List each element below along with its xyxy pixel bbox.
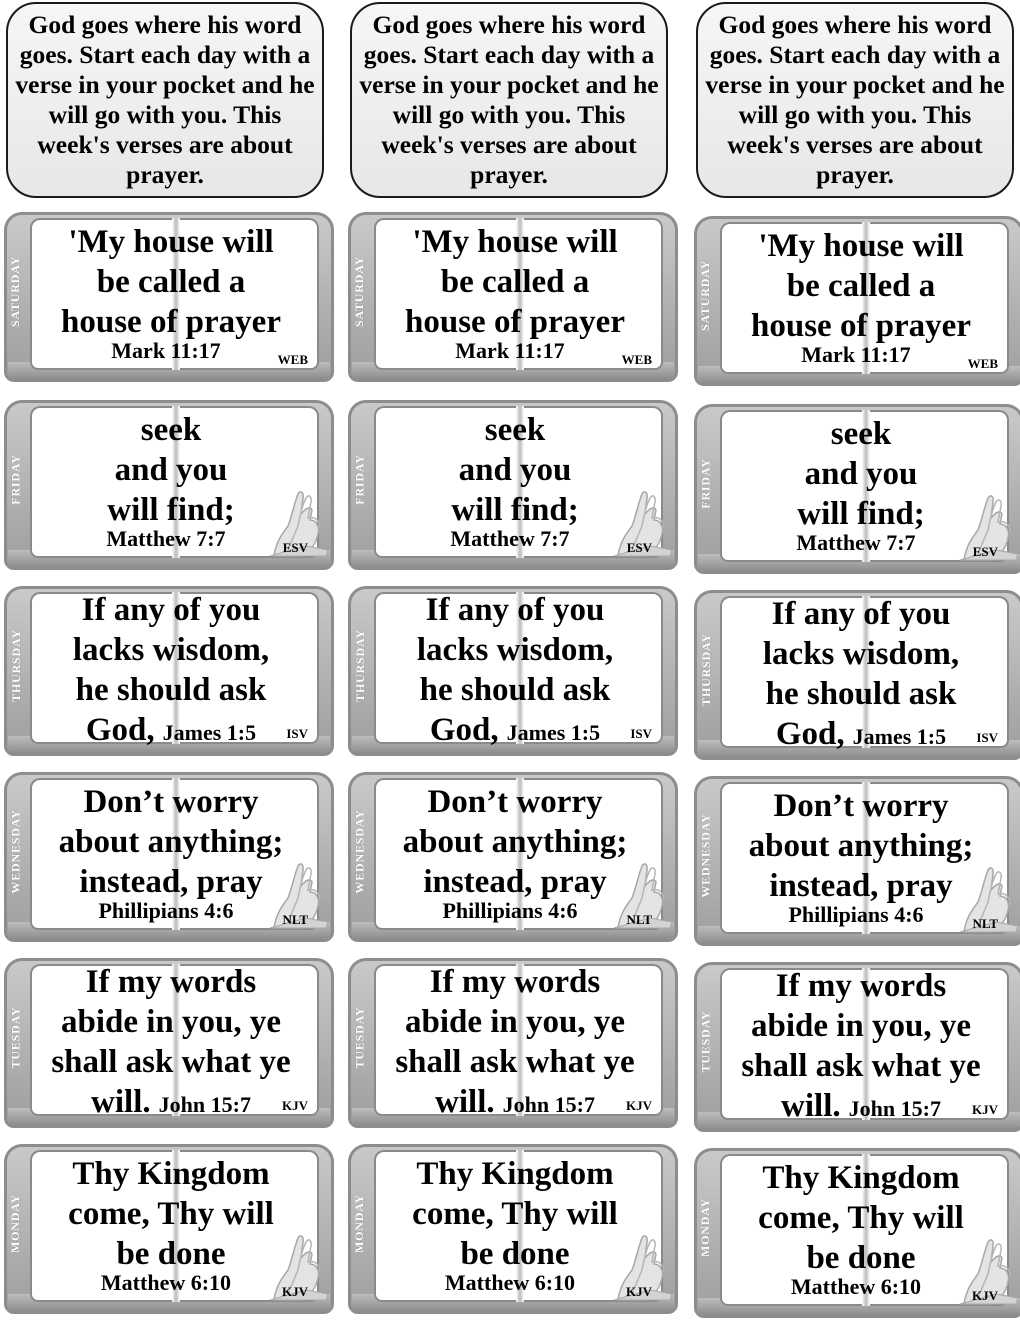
verse-line bbox=[720, 306, 1002, 346]
verse-text bbox=[720, 594, 1002, 757]
verse-line-text: Thy Kingdom bbox=[762, 1160, 960, 1196]
verse-line bbox=[30, 490, 312, 530]
translation-label: KJV bbox=[972, 1288, 998, 1303]
verse-card bbox=[694, 590, 1020, 760]
verse-line-text: shall ask what ye bbox=[741, 1048, 981, 1084]
translation-label: NLT bbox=[626, 912, 652, 927]
verse-line-text: and you bbox=[458, 452, 572, 488]
verse-line bbox=[720, 226, 1002, 266]
verse-text bbox=[374, 590, 656, 753]
verse-line-text: will find; bbox=[451, 492, 579, 528]
verse-line bbox=[374, 262, 656, 302]
verse-reference: James 1:5 bbox=[506, 720, 601, 745]
verse-line-text: and you bbox=[804, 456, 918, 492]
verse-line bbox=[30, 1002, 312, 1042]
day-label bbox=[695, 216, 717, 374]
verse-text bbox=[30, 962, 312, 1125]
verse-line bbox=[374, 670, 656, 710]
verse-line-text: be called a bbox=[440, 264, 590, 300]
verse-line bbox=[374, 822, 656, 862]
verse-reference: Phillipians 4:6 bbox=[788, 902, 924, 927]
verse-line bbox=[30, 962, 312, 1002]
verse-line bbox=[30, 862, 312, 902]
day-label bbox=[349, 212, 371, 370]
verse-line-text: seek bbox=[830, 416, 892, 452]
verse-line bbox=[30, 1234, 312, 1274]
day-label bbox=[5, 1144, 27, 1302]
verse-card bbox=[694, 962, 1020, 1132]
verse-text bbox=[720, 966, 1002, 1129]
verse-reference: Matthew 7:7 bbox=[106, 526, 226, 551]
translation-label: ESV bbox=[972, 544, 998, 559]
header-box: God goes where his word goes. Start each day with a verse in your pocket and he will go with you. This week's verses are about prayer. bbox=[696, 2, 1014, 198]
day-label bbox=[5, 772, 27, 930]
translation-label: KJV bbox=[972, 1102, 998, 1117]
translation-label: KJV bbox=[626, 1284, 652, 1299]
day-label bbox=[349, 958, 371, 1116]
verse-line bbox=[30, 1082, 312, 1125]
verse-line bbox=[30, 630, 312, 670]
verse-card bbox=[348, 400, 678, 570]
translation-label: KJV bbox=[626, 1098, 652, 1113]
verse-card bbox=[4, 958, 334, 1128]
day-label bbox=[695, 1148, 717, 1306]
day-label bbox=[695, 962, 717, 1120]
verse-line-text: Don’t worry bbox=[427, 784, 603, 820]
verse-line-text: be done bbox=[460, 1236, 570, 1272]
verse-card bbox=[4, 400, 334, 570]
verse-line-text: will. bbox=[435, 1084, 495, 1120]
verse-line-text: instead, pray bbox=[423, 864, 607, 900]
verse-line bbox=[30, 450, 312, 490]
verse-line-text: If my words bbox=[85, 964, 257, 1000]
verse-line-text: Thy Kingdom bbox=[72, 1156, 270, 1192]
verse-line-text: be called a bbox=[786, 268, 936, 304]
verse-line-text: be done bbox=[116, 1236, 226, 1272]
verse-reference: John 15:7 bbox=[502, 1092, 595, 1117]
verse-text bbox=[30, 1154, 312, 1274]
verse-line-text: seek bbox=[140, 412, 202, 448]
day-text: TUESDAY bbox=[698, 1010, 713, 1072]
verse-reference: John 15:7 bbox=[158, 1092, 251, 1117]
translation-label: ISV bbox=[630, 726, 652, 741]
translation-label: WEB bbox=[277, 352, 308, 367]
bookmark-column bbox=[348, 0, 678, 1320]
verse-line bbox=[374, 862, 656, 902]
verse-line bbox=[374, 782, 656, 822]
day-label bbox=[349, 1144, 371, 1302]
header-box: God goes where his word goes. Start each day with a verse in your pocket and he will go with you. This week's verses are about prayer. bbox=[6, 2, 324, 198]
verse-line bbox=[720, 414, 1002, 454]
verse-line-text: shall ask what ye bbox=[395, 1044, 635, 1080]
header-box: God goes where his word goes. Start each day with a verse in your pocket and he will go with you. This week's verses are about prayer. bbox=[350, 2, 668, 198]
verse-reference: Mark 11:17 bbox=[801, 342, 911, 367]
verse-reference: Phillipians 4:6 bbox=[98, 898, 234, 923]
day-text: MONDAY bbox=[8, 1193, 23, 1253]
verse-line-text: If my words bbox=[429, 964, 601, 1000]
verse-card bbox=[4, 212, 334, 382]
translation-label: ESV bbox=[626, 540, 652, 555]
verse-line-text: about anything; bbox=[402, 824, 628, 860]
day-text: SATURDAY bbox=[352, 255, 367, 327]
verse-line bbox=[720, 634, 1002, 674]
verse-line-text: and you bbox=[114, 452, 228, 488]
verse-line bbox=[30, 410, 312, 450]
verse-line bbox=[374, 410, 656, 450]
verse-line bbox=[374, 302, 656, 342]
verse-line bbox=[720, 674, 1002, 714]
verse-line-text: lacks wisdom, bbox=[416, 632, 614, 668]
verse-line bbox=[30, 590, 312, 630]
day-text: SATURDAY bbox=[698, 259, 713, 331]
translation-label: ISV bbox=[286, 726, 308, 741]
verse-card bbox=[348, 586, 678, 756]
verse-line-text: If any of you bbox=[771, 596, 951, 632]
verse-line bbox=[374, 450, 656, 490]
verse-line-text: be called a bbox=[96, 264, 246, 300]
verse-line-text: will. bbox=[781, 1088, 841, 1124]
verse-line bbox=[30, 222, 312, 262]
verse-card bbox=[348, 1144, 678, 1314]
verse-line-text: be done bbox=[806, 1240, 916, 1276]
verse-line bbox=[720, 866, 1002, 906]
verse-line-text: 'My house will bbox=[68, 224, 274, 260]
bookmark-column bbox=[694, 0, 1020, 1320]
verse-line-text: will find; bbox=[107, 492, 235, 528]
day-text: THURSDAY bbox=[352, 628, 367, 702]
verse-line bbox=[720, 1158, 1002, 1198]
day-label bbox=[349, 586, 371, 744]
translation-label: WEB bbox=[967, 356, 998, 371]
verse-line-text: he should ask bbox=[419, 672, 611, 708]
verse-line-text: abide in you, ye bbox=[60, 1004, 282, 1040]
day-text: THURSDAY bbox=[698, 632, 713, 706]
verse-reference: Mark 11:17 bbox=[455, 338, 565, 363]
verse-text bbox=[720, 414, 1002, 534]
verse-line bbox=[374, 962, 656, 1002]
verse-line bbox=[720, 494, 1002, 534]
day-text: WEDNESDAY bbox=[8, 808, 23, 894]
bookmark-column bbox=[4, 0, 334, 1320]
verse-line bbox=[720, 1198, 1002, 1238]
verse-line-text: If any of you bbox=[81, 592, 261, 628]
translation-label: ESV bbox=[282, 540, 308, 555]
verse-line bbox=[720, 714, 1002, 757]
translation-label: WEB bbox=[621, 352, 652, 367]
verse-line bbox=[374, 1082, 656, 1125]
verse-reference: John 15:7 bbox=[848, 1096, 941, 1121]
verse-reference: Matthew 6:10 bbox=[100, 1270, 232, 1295]
verse-card bbox=[694, 216, 1020, 386]
day-text: TUESDAY bbox=[352, 1006, 367, 1068]
verse-line bbox=[374, 1042, 656, 1082]
day-text: FRIDAY bbox=[698, 457, 713, 509]
verse-card bbox=[694, 776, 1020, 946]
translation-label: KJV bbox=[282, 1284, 308, 1299]
verse-line-text: If my words bbox=[775, 968, 947, 1004]
day-label bbox=[5, 400, 27, 558]
verse-line-text: abide in you, ye bbox=[750, 1008, 972, 1044]
verse-line-text: shall ask what ye bbox=[51, 1044, 291, 1080]
verse-card bbox=[4, 586, 334, 756]
verse-text bbox=[30, 782, 312, 902]
verse-text bbox=[374, 410, 656, 530]
translation-label: KJV bbox=[282, 1098, 308, 1113]
verse-text bbox=[720, 1158, 1002, 1278]
verse-reference: Matthew 6:10 bbox=[790, 1274, 922, 1299]
verse-line bbox=[30, 822, 312, 862]
verse-line bbox=[720, 594, 1002, 634]
day-label bbox=[349, 772, 371, 930]
verse-line-text: seek bbox=[484, 412, 546, 448]
verse-line bbox=[374, 1154, 656, 1194]
verse-line-text: house of prayer bbox=[405, 304, 625, 340]
verse-line-text: he should ask bbox=[765, 676, 957, 712]
verse-text bbox=[720, 786, 1002, 906]
verse-reference: James 1:5 bbox=[162, 720, 257, 745]
day-text: MONDAY bbox=[698, 1197, 713, 1257]
verse-card bbox=[4, 1144, 334, 1314]
day-label bbox=[695, 776, 717, 934]
verse-line bbox=[374, 590, 656, 630]
verse-card bbox=[694, 1148, 1020, 1318]
verse-line-text: instead, pray bbox=[769, 868, 953, 904]
verse-text bbox=[374, 1154, 656, 1274]
verse-line-text: will find; bbox=[797, 496, 925, 532]
day-text: WEDNESDAY bbox=[698, 812, 713, 898]
verse-line-text: Thy Kingdom bbox=[416, 1156, 614, 1192]
verse-line bbox=[374, 490, 656, 530]
verse-line bbox=[720, 826, 1002, 866]
verse-card bbox=[348, 212, 678, 382]
verse-line bbox=[374, 222, 656, 262]
translation-label: NLT bbox=[972, 916, 998, 931]
verse-line-text: Don’t worry bbox=[773, 788, 949, 824]
day-text: SATURDAY bbox=[8, 255, 23, 327]
day-text: WEDNESDAY bbox=[352, 808, 367, 894]
verse-line-text: about anything; bbox=[58, 824, 284, 860]
verse-line bbox=[374, 630, 656, 670]
verse-reference: Phillipians 4:6 bbox=[442, 898, 578, 923]
verse-line-text: Don’t worry bbox=[83, 784, 259, 820]
verse-line bbox=[30, 782, 312, 822]
verse-line bbox=[720, 966, 1002, 1006]
verse-line-text: he should ask bbox=[75, 672, 267, 708]
verse-line bbox=[30, 670, 312, 710]
verse-line bbox=[720, 266, 1002, 306]
verse-card bbox=[348, 958, 678, 1128]
verse-text bbox=[374, 962, 656, 1125]
verse-text bbox=[374, 222, 656, 342]
verse-line bbox=[30, 1042, 312, 1082]
verse-card bbox=[694, 404, 1020, 574]
day-label bbox=[695, 590, 717, 748]
verse-line-text: instead, pray bbox=[79, 864, 263, 900]
day-label bbox=[695, 404, 717, 562]
verse-reference: Matthew 7:7 bbox=[450, 526, 570, 551]
verse-line bbox=[720, 786, 1002, 826]
verse-reference: James 1:5 bbox=[852, 724, 947, 749]
verse-line-text: God, bbox=[429, 712, 499, 748]
verse-line-text: 'My house will bbox=[412, 224, 618, 260]
verse-text bbox=[30, 410, 312, 530]
verse-line bbox=[720, 454, 1002, 494]
verse-line bbox=[720, 1006, 1002, 1046]
verse-line bbox=[30, 710, 312, 753]
verse-line bbox=[374, 1194, 656, 1234]
verse-reference: Mark 11:17 bbox=[111, 338, 221, 363]
verse-line bbox=[30, 1154, 312, 1194]
verse-text bbox=[30, 590, 312, 753]
verse-line bbox=[374, 1234, 656, 1274]
verse-line bbox=[374, 1002, 656, 1042]
day-text: MONDAY bbox=[352, 1193, 367, 1253]
translation-label: ISV bbox=[976, 730, 998, 745]
verse-line-text: God, bbox=[85, 712, 155, 748]
verse-reference: Matthew 7:7 bbox=[796, 530, 916, 555]
verse-line-text: 'My house will bbox=[758, 228, 964, 264]
verse-line bbox=[720, 1238, 1002, 1278]
day-label bbox=[5, 586, 27, 744]
day-text: THURSDAY bbox=[8, 628, 23, 702]
verse-line bbox=[720, 1086, 1002, 1129]
verse-reference: Matthew 6:10 bbox=[444, 1270, 576, 1295]
verse-line-text: lacks wisdom, bbox=[762, 636, 960, 672]
verse-line-text: If any of you bbox=[425, 592, 605, 628]
verse-text bbox=[30, 222, 312, 342]
verse-text bbox=[720, 226, 1002, 346]
verse-line bbox=[30, 262, 312, 302]
verse-line-text: come, Thy will bbox=[412, 1196, 618, 1232]
verse-line-text: about anything; bbox=[748, 828, 974, 864]
verse-line-text: abide in you, ye bbox=[404, 1004, 626, 1040]
verse-text bbox=[374, 782, 656, 902]
verse-line-text: lacks wisdom, bbox=[72, 632, 270, 668]
day-text: FRIDAY bbox=[8, 453, 23, 505]
day-label bbox=[5, 958, 27, 1116]
day-text: TUESDAY bbox=[8, 1006, 23, 1068]
day-text: FRIDAY bbox=[352, 453, 367, 505]
verse-line-text: come, Thy will bbox=[68, 1196, 274, 1232]
day-label bbox=[349, 400, 371, 558]
verse-line bbox=[720, 1046, 1002, 1086]
verse-line bbox=[374, 710, 656, 753]
verse-line-text: God, bbox=[775, 716, 845, 752]
verse-line bbox=[30, 302, 312, 342]
verse-line-text: come, Thy will bbox=[758, 1200, 964, 1236]
translation-label: NLT bbox=[282, 912, 308, 927]
verse-line-text: house of prayer bbox=[751, 308, 971, 344]
verse-line bbox=[30, 1194, 312, 1234]
verse-card bbox=[348, 772, 678, 942]
verse-line-text: will. bbox=[91, 1084, 151, 1120]
verse-line-text: house of prayer bbox=[61, 304, 281, 340]
verse-card bbox=[4, 772, 334, 942]
day-label bbox=[5, 212, 27, 370]
